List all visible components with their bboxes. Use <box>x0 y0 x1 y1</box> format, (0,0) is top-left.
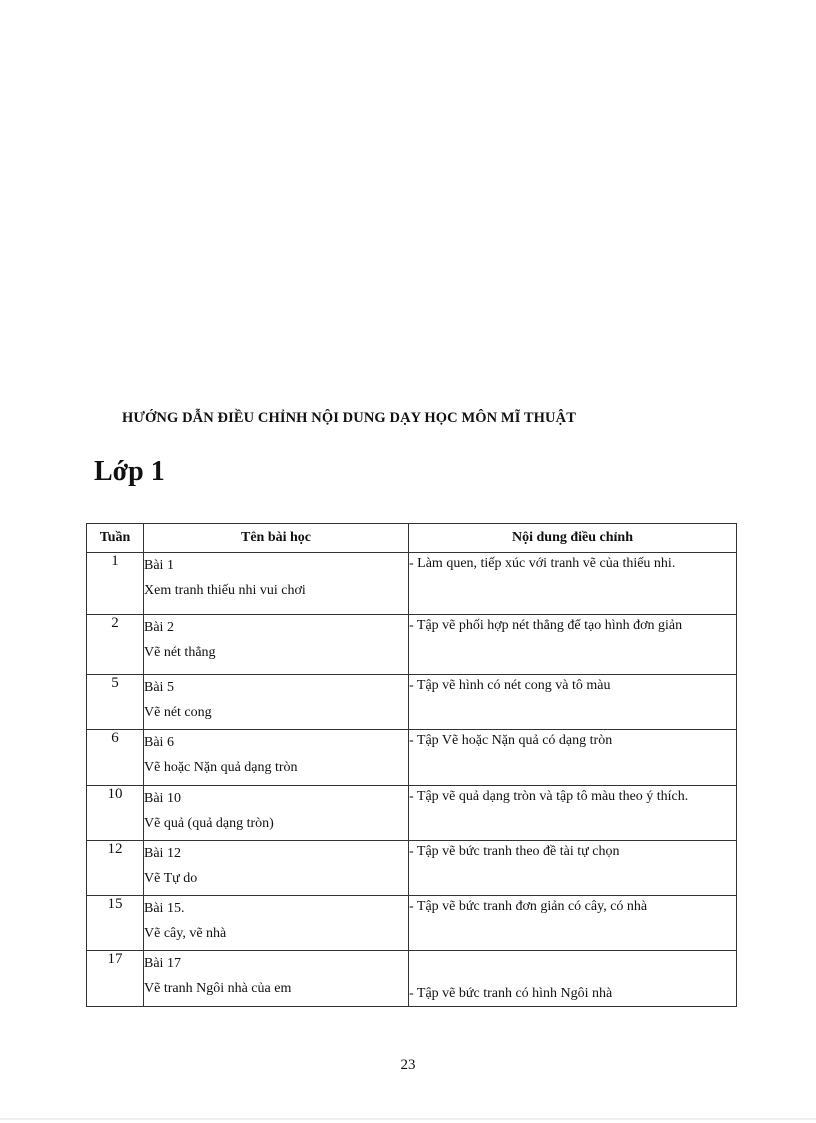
table-row <box>87 786 737 841</box>
lesson-cell <box>144 786 409 841</box>
lesson-cell <box>144 841 409 896</box>
lesson-title: Vẽ nét cong <box>144 705 212 720</box>
table-row <box>87 896 737 951</box>
lesson-title: Vẽ tranh Ngôi nhà của em <box>144 981 292 996</box>
lesson-cell <box>144 615 409 675</box>
lesson-title: Xem tranh thiếu nhi vui chơi <box>144 583 306 598</box>
lesson-number: Bài 17 <box>144 956 181 971</box>
lesson-cell <box>144 896 409 951</box>
header-week: Tuần <box>87 524 144 553</box>
week-cell: 12 <box>87 841 144 896</box>
table-header-row <box>87 524 737 553</box>
page-number: 23 <box>400 1057 416 1073</box>
week-cell: 5 <box>87 675 144 730</box>
table-row <box>87 730 737 786</box>
table-row <box>87 951 737 1007</box>
week-cell: 15 <box>87 896 144 951</box>
table-row <box>87 615 737 675</box>
lesson-cell <box>144 951 409 1007</box>
class-title: Lớp 1 <box>94 456 165 487</box>
document-heading: HƯỚNG DẪN ĐIỀU CHỈNH NỘI DUNG DẠY HỌC MÔN MĨ THUẬT <box>122 410 576 426</box>
lesson-cell <box>144 553 409 615</box>
lesson-number: Bài 5 <box>144 680 174 695</box>
lesson-title: Vẽ Tự do <box>144 871 198 886</box>
lesson-title: Vẽ quả (quả dạng tròn) <box>144 816 274 831</box>
lesson-number: Bài 15. <box>144 901 185 916</box>
table-row <box>87 675 737 730</box>
lesson-title: Vẽ hoặc Nặn quả dạng tròn <box>144 760 298 775</box>
adjustment-cell: - Tập vẽ hình có nét cong và tô màu <box>409 675 737 730</box>
adjustment-cell: - Làm quen, tiếp xúc với tranh vẽ của thiếu nhi. <box>409 553 737 615</box>
lesson-number: Bài 6 <box>144 735 174 750</box>
adjustment-cell: - Tập vẽ quả dạng tròn và tập tô màu theo ý thích. <box>409 786 737 841</box>
adjustment-cell: - Tập vẽ bức tranh có hình Ngôi nhà <box>409 951 737 1007</box>
lesson-number: Bài 10 <box>144 791 181 806</box>
lesson-number: Bài 12 <box>144 846 181 861</box>
week-cell: 1 <box>87 553 144 615</box>
table-row <box>87 553 737 615</box>
lesson-title: Vẽ nét thẳng <box>144 645 216 660</box>
adjustment-cell: - Tập vẽ phối hợp nét thẳng để tạo hình đơn giản <box>409 615 737 675</box>
page-bottom-divider <box>0 1118 816 1120</box>
week-cell: 10 <box>87 786 144 841</box>
lesson-adjustment-table <box>86 523 737 1007</box>
adjustment-cell: - Tập vẽ bức tranh theo đề tài tự chọn <box>409 841 737 896</box>
lesson-number: Bài 1 <box>144 558 174 573</box>
week-cell: 6 <box>87 730 144 786</box>
week-cell: 17 <box>87 951 144 1007</box>
header-adjustment-content: Nội dung điều chỉnh <box>409 524 737 553</box>
week-cell: 2 <box>87 615 144 675</box>
adjustment-cell: - Tập vẽ bức tranh đơn giản có cây, có nhà <box>409 896 737 951</box>
header-lesson-name: Tên bài học <box>144 524 409 553</box>
table-row <box>87 841 737 896</box>
adjustment-cell: - Tập Vẽ hoặc Nặn quả có dạng tròn <box>409 730 737 786</box>
lesson-title: Vẽ cây, vẽ nhà <box>144 926 227 941</box>
lesson-cell <box>144 730 409 786</box>
lesson-cell <box>144 675 409 730</box>
lesson-number: Bài 2 <box>144 620 174 635</box>
